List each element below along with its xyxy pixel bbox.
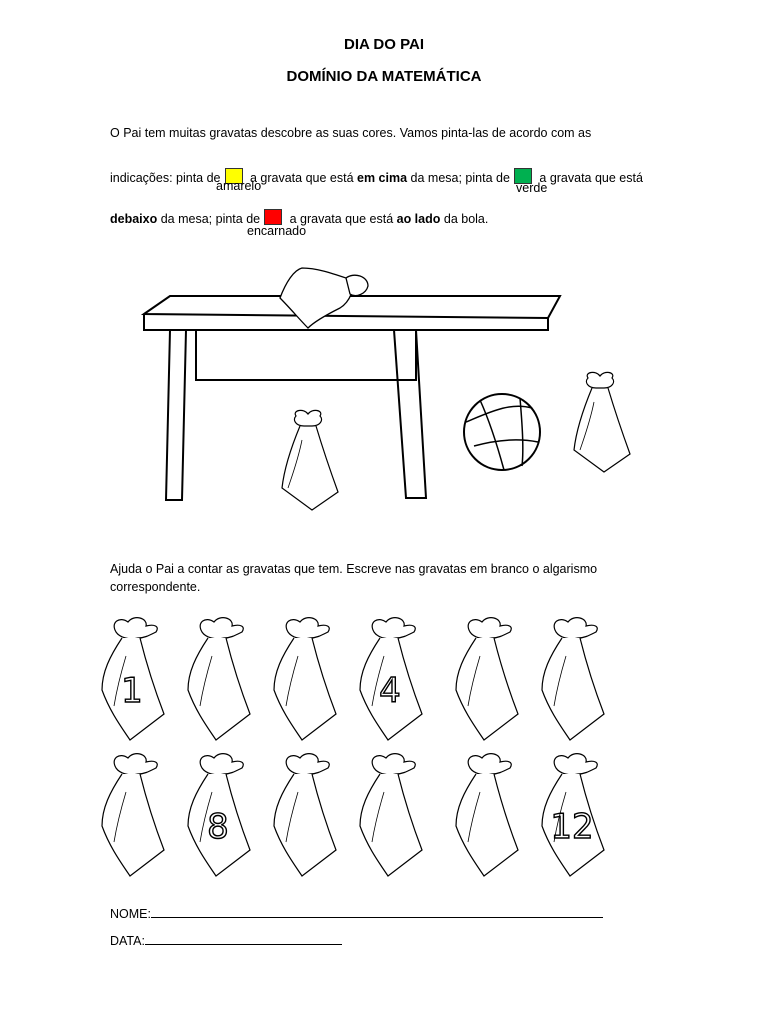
yellow-label: amarelo xyxy=(216,179,262,193)
text-segment: a gravata que está xyxy=(539,171,643,185)
page-title: DIA DO PAI xyxy=(343,36,424,53)
exercise1-line2 xyxy=(110,168,643,185)
tie-1-6[interactable] xyxy=(542,618,604,740)
date-field[interactable] xyxy=(110,933,342,948)
text-emphasis: ao lado xyxy=(396,212,441,226)
date-label: DATA: xyxy=(110,934,145,948)
name-label: NOME: xyxy=(110,907,151,921)
tie-2-2[interactable] xyxy=(188,754,250,876)
tie-1-3[interactable] xyxy=(274,618,336,740)
name-field[interactable] xyxy=(110,906,603,921)
tie-2-6[interactable] xyxy=(542,754,604,876)
table-scene-illustration xyxy=(130,262,650,512)
tie-number: 4 xyxy=(379,671,401,711)
text-segment: a gravata que está xyxy=(289,212,394,226)
text-segment: da mesa; pinta de xyxy=(410,171,510,185)
name-line[interactable] xyxy=(151,906,603,918)
tie-2-3[interactable] xyxy=(274,754,336,876)
text-segment: da bola. xyxy=(443,212,489,226)
tie-number: 8 xyxy=(207,807,229,847)
exercise1-intro: O Pai tem muitas gravatas descobre as suas cores. Vamos pinta-las de acordo com as xyxy=(110,126,592,140)
text-segment: da mesa; pinta de xyxy=(160,212,261,226)
exercise2-instruction: Ajuda o Pai a contar as gravatas que tem. Escreve nas gravatas em branco o algarismo correspondente. xyxy=(110,562,598,594)
tie-number: 1 xyxy=(121,671,143,711)
tie-number: 12 xyxy=(550,807,594,847)
red-label: encarnado xyxy=(247,224,307,238)
text-emphasis: debaixo xyxy=(110,212,158,226)
tie-1-2[interactable] xyxy=(188,618,250,740)
counting-ties-grid xyxy=(86,608,626,883)
tie-2-4[interactable] xyxy=(360,754,422,876)
tie-1-1[interactable] xyxy=(102,618,164,740)
date-line[interactable] xyxy=(145,933,342,945)
green-label: verde xyxy=(516,181,548,195)
text-segment: indicações: pinta de xyxy=(110,171,221,185)
tie-1-5[interactable] xyxy=(456,618,518,740)
text-segment: a gravata que está xyxy=(249,171,354,185)
tie-2-5[interactable] xyxy=(456,754,518,876)
text-emphasis: em cima xyxy=(357,171,408,185)
tie-1-4[interactable] xyxy=(360,618,422,740)
tie-2-1[interactable] xyxy=(102,754,164,876)
page-subtitle: DOMÍNIO DA MATEMÁTICA xyxy=(286,68,482,85)
red-swatch xyxy=(264,209,282,225)
